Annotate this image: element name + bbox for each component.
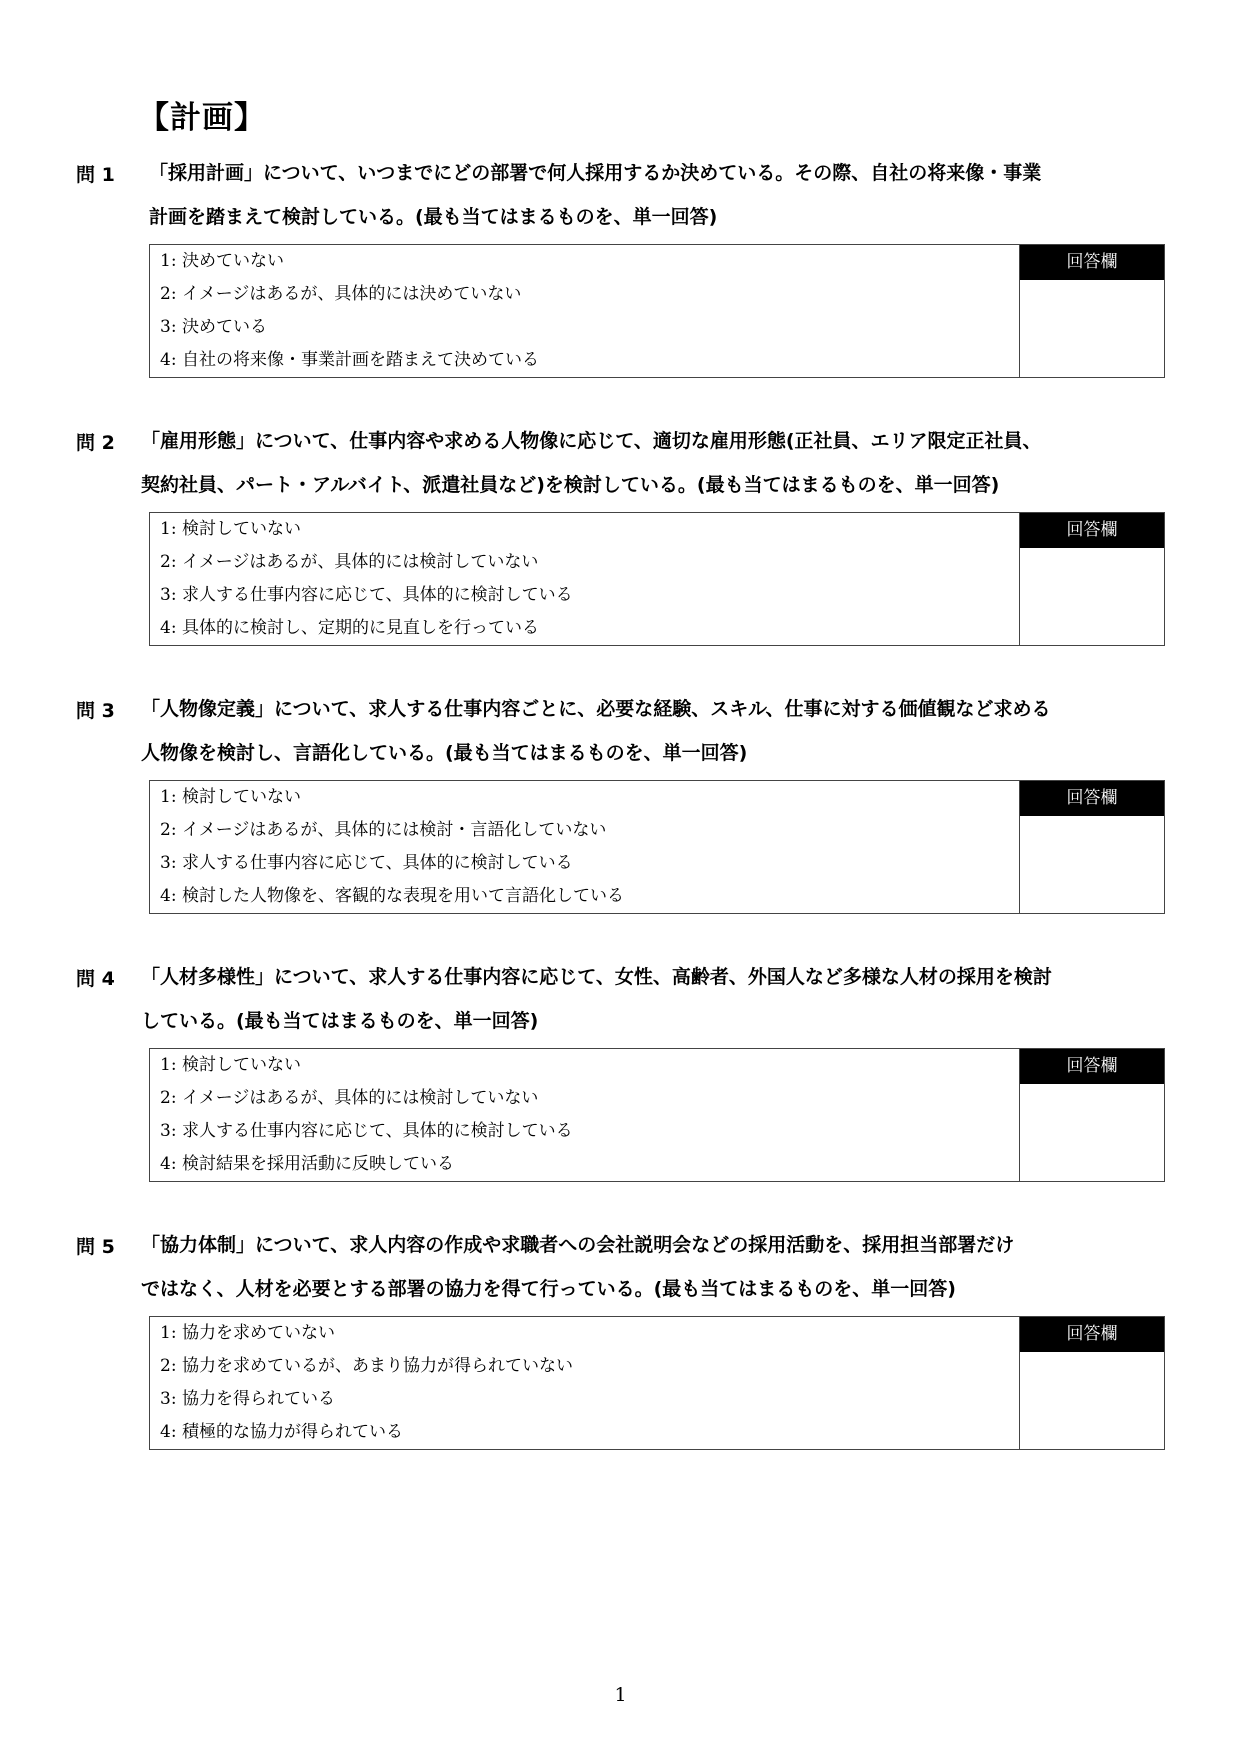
answer-input-cell[interactable] bbox=[1020, 1352, 1164, 1449]
answer-input-cell[interactable] bbox=[1020, 548, 1164, 645]
question-text-line2: している。(最も当てはまるものを、単一回答) bbox=[141, 1010, 539, 1032]
option-item: 1: 検討していない bbox=[160, 787, 301, 807]
options-table bbox=[149, 512, 1165, 646]
option-item: 1: 決めていない bbox=[160, 251, 284, 271]
option-item: 3: 決めている bbox=[160, 317, 267, 337]
answer-input-cell[interactable] bbox=[1020, 1084, 1164, 1181]
option-item: 3: 求人する仕事内容に応じて、具体的に検討している bbox=[160, 585, 573, 605]
question-text-line1: 「採用計画」について、いつまでにどの部署で何人採用するか決めている。その際、自社の将来像・事業 bbox=[149, 162, 1042, 184]
option-item: 2: イメージはあるが、具体的には決めていない bbox=[160, 284, 522, 304]
answer-column-header: 回答欄 bbox=[1020, 245, 1164, 280]
option-item: 2: イメージはあるが、具体的には検討・言語化していない bbox=[160, 820, 607, 840]
answer-column-header: 回答欄 bbox=[1020, 1049, 1164, 1084]
answer-column-header: 回答欄 bbox=[1020, 513, 1164, 548]
question-text-line1: 「雇用形態」について、仕事内容や求める人物像に応じて、適切な雇用形態(正社員、エリア限定正社員、 bbox=[141, 430, 1042, 452]
option-item: 3: 協力を得られている bbox=[160, 1389, 335, 1409]
option-item: 2: 協力を求めているが、あまり協力が得られていない bbox=[160, 1356, 573, 1376]
option-item: 1: 協力を求めていない bbox=[160, 1323, 335, 1343]
option-item: 2: イメージはあるが、具体的には検討していない bbox=[160, 552, 539, 572]
question-number: 問 5 bbox=[76, 1236, 115, 1258]
answer-column-header: 回答欄 bbox=[1020, 781, 1164, 816]
answer-input-cell[interactable] bbox=[1020, 280, 1164, 377]
question-text-line2: 計画を踏まえて検討している。(最も当てはまるものを、単一回答) bbox=[149, 206, 718, 228]
option-item: 1: 検討していない bbox=[160, 519, 301, 539]
question-text-line2: 契約社員、パート・アルバイト、派遣社員など)を検討している。(最も当てはまるものを、単一回答) bbox=[141, 474, 1000, 496]
answer-column-header: 回答欄 bbox=[1020, 1317, 1164, 1352]
question-number: 問 2 bbox=[76, 432, 115, 454]
question-number: 問 3 bbox=[76, 700, 115, 722]
option-list bbox=[150, 1049, 1020, 1181]
option-item: 4: 自社の将来像・事業計画を踏まえて決めている bbox=[160, 350, 539, 370]
options-table bbox=[149, 244, 1165, 378]
option-item: 4: 検討結果を採用活動に反映している bbox=[160, 1154, 454, 1174]
question-number: 問 1 bbox=[76, 164, 115, 186]
question-text-line2: ではなく、人材を必要とする部署の協力を得て行っている。(最も当てはまるものを、単一回答) bbox=[141, 1278, 956, 1300]
option-item: 2: イメージはあるが、具体的には検討していない bbox=[160, 1088, 539, 1108]
question-text-line2: 人物像を検討し、言語化している。(最も当てはまるものを、単一回答) bbox=[141, 742, 748, 764]
option-item: 4: 具体的に検討し、定期的に見直しを行っている bbox=[160, 618, 539, 638]
option-item: 1: 検討していない bbox=[160, 1055, 301, 1075]
options-table bbox=[149, 1048, 1165, 1182]
question-text-line1: 「人材多様性」について、求人する仕事内容に応じて、女性、高齢者、外国人など多様な人材の採用を検討 bbox=[141, 966, 1052, 988]
question-text-line1: 「人物像定義」について、求人する仕事内容ごとに、必要な経験、スキル、仕事に対する価値観など求める bbox=[141, 698, 1051, 720]
option-item: 3: 求人する仕事内容に応じて、具体的に検討している bbox=[160, 853, 573, 873]
option-list bbox=[150, 1317, 1020, 1449]
question-number: 問 4 bbox=[76, 968, 115, 990]
section-title: 【計画】 bbox=[138, 100, 266, 136]
options-table bbox=[149, 1316, 1165, 1450]
page-number: 1 bbox=[614, 1684, 627, 1706]
option-list bbox=[150, 781, 1020, 913]
option-list bbox=[150, 513, 1020, 645]
answer-input-cell[interactable] bbox=[1020, 816, 1164, 913]
option-list bbox=[150, 245, 1020, 377]
option-item: 4: 検討した人物像を、客観的な表現を用いて言語化している bbox=[160, 886, 624, 906]
option-item: 4: 積極的な協力が得られている bbox=[160, 1422, 403, 1442]
options-table bbox=[149, 780, 1165, 914]
question-text-line1: 「協力体制」について、求人内容の作成や求職者への会社説明会などの採用活動を、採用担当部署だけ bbox=[141, 1234, 1015, 1256]
option-item: 3: 求人する仕事内容に応じて、具体的に検討している bbox=[160, 1121, 573, 1141]
